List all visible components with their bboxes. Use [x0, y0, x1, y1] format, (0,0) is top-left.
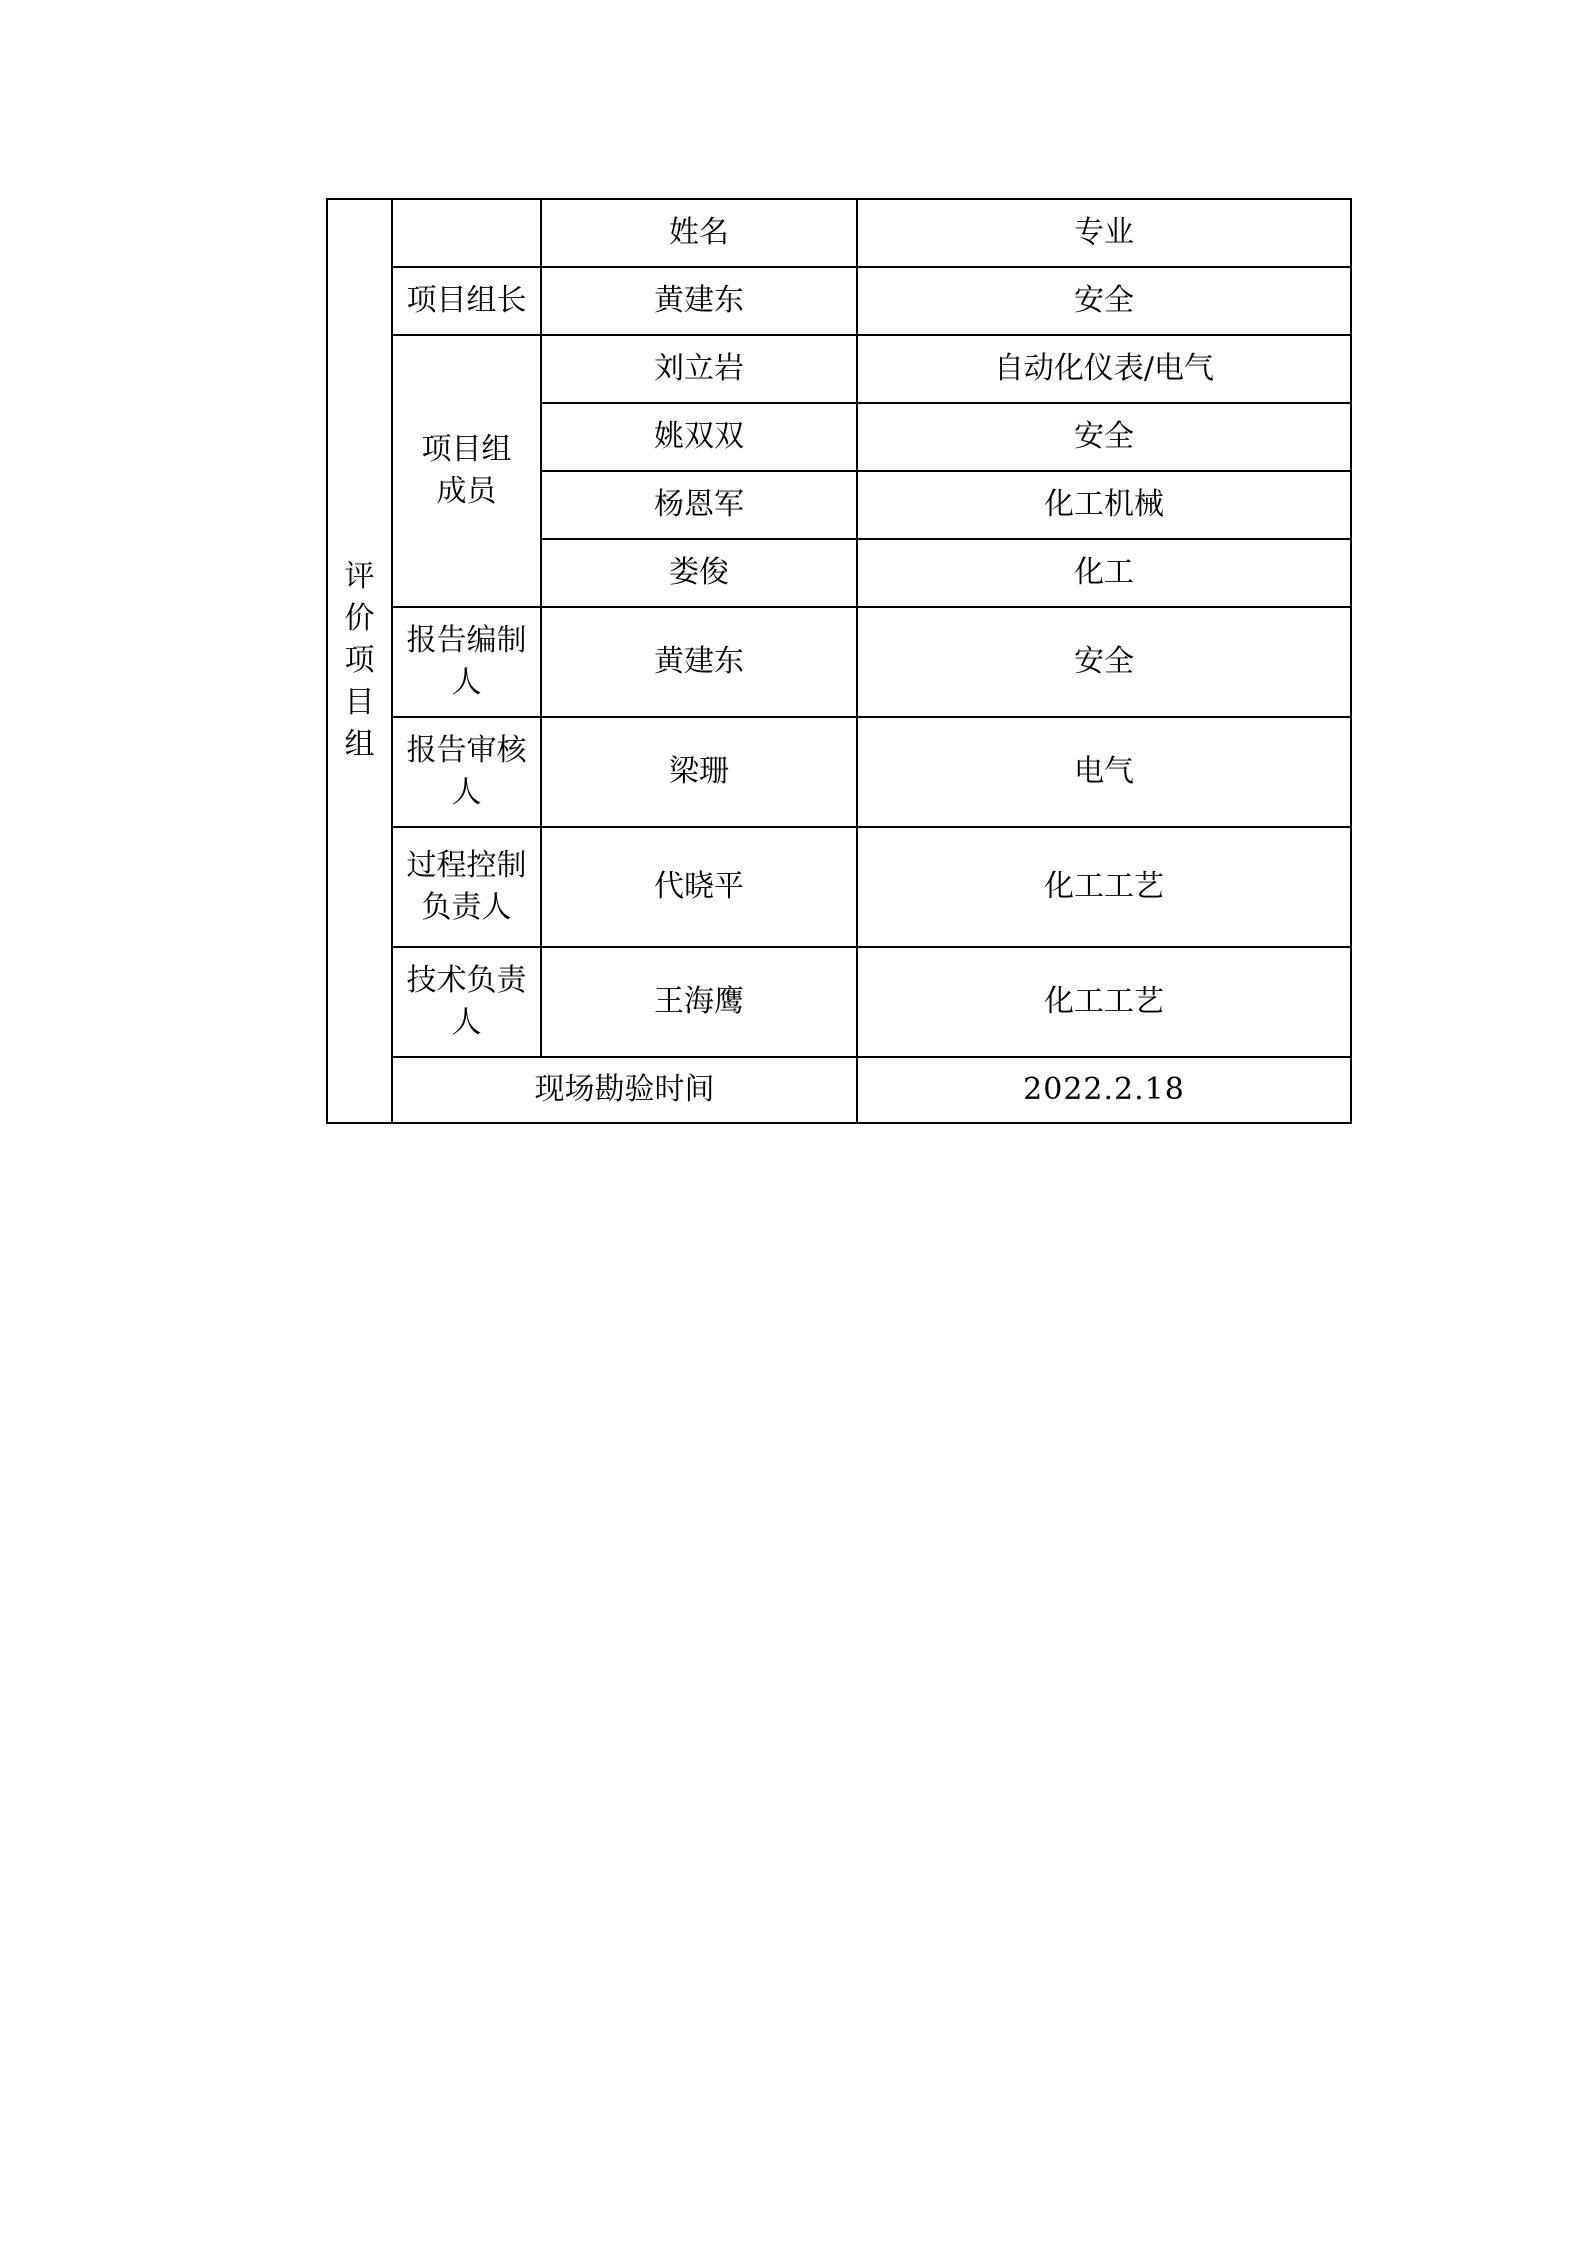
- header-blank-cell: [392, 199, 541, 267]
- role-cell: [392, 827, 541, 947]
- table-row: [327, 335, 1351, 403]
- role-specialty: 安全: [857, 607, 1351, 717]
- role-specialty: 化工工艺: [857, 947, 1351, 1057]
- survey-time-value: 2022.2.18: [857, 1057, 1351, 1123]
- header-name: 姓名: [541, 199, 857, 267]
- evaluation-team-table: [326, 198, 1352, 1124]
- role-cell: [392, 717, 541, 827]
- members-role-cell: [392, 335, 541, 607]
- role-cell: [392, 947, 541, 1057]
- group-label-cell: [327, 199, 392, 1123]
- survey-time-label: 现场勘验时间: [392, 1057, 857, 1123]
- table-header-row: [327, 199, 1351, 267]
- member-specialty: 安全: [857, 403, 1351, 471]
- role-name: 黄建东: [541, 607, 857, 717]
- member-specialty: 化工: [857, 539, 1351, 607]
- member-name: 姚双双: [541, 403, 857, 471]
- role-name: 代晓平: [541, 827, 857, 947]
- member-name: 刘立岩: [541, 335, 857, 403]
- member-name: 娄俊: [541, 539, 857, 607]
- role-specialty: 电气: [857, 717, 1351, 827]
- members-role: 项目组成员: [421, 432, 512, 509]
- table-row: [327, 717, 1351, 827]
- table-row: [327, 947, 1351, 1057]
- leader-specialty: 安全: [857, 267, 1351, 335]
- leader-role: 项目组长: [392, 267, 541, 335]
- role-label: 过程控制负责人: [406, 848, 527, 925]
- role-label: 报告审核人: [406, 733, 527, 810]
- role-specialty: 化工工艺: [857, 827, 1351, 947]
- member-specialty: 自动化仪表/电气: [857, 335, 1351, 403]
- header-specialty: 专业: [857, 199, 1351, 267]
- role-cell: [392, 607, 541, 717]
- member-name: 杨恩军: [541, 471, 857, 539]
- table-row: [327, 267, 1351, 335]
- table-row: [327, 607, 1351, 717]
- survey-time-row: [327, 1057, 1351, 1123]
- group-label: 评价项目组: [344, 559, 375, 762]
- role-name: 梁珊: [541, 717, 857, 827]
- leader-name: 黄建东: [541, 267, 857, 335]
- role-label: 技术负责人: [406, 963, 527, 1040]
- role-name: 王海鹰: [541, 947, 857, 1057]
- member-specialty: 化工机械: [857, 471, 1351, 539]
- table-row: [327, 827, 1351, 947]
- role-label: 报告编制人: [406, 623, 527, 700]
